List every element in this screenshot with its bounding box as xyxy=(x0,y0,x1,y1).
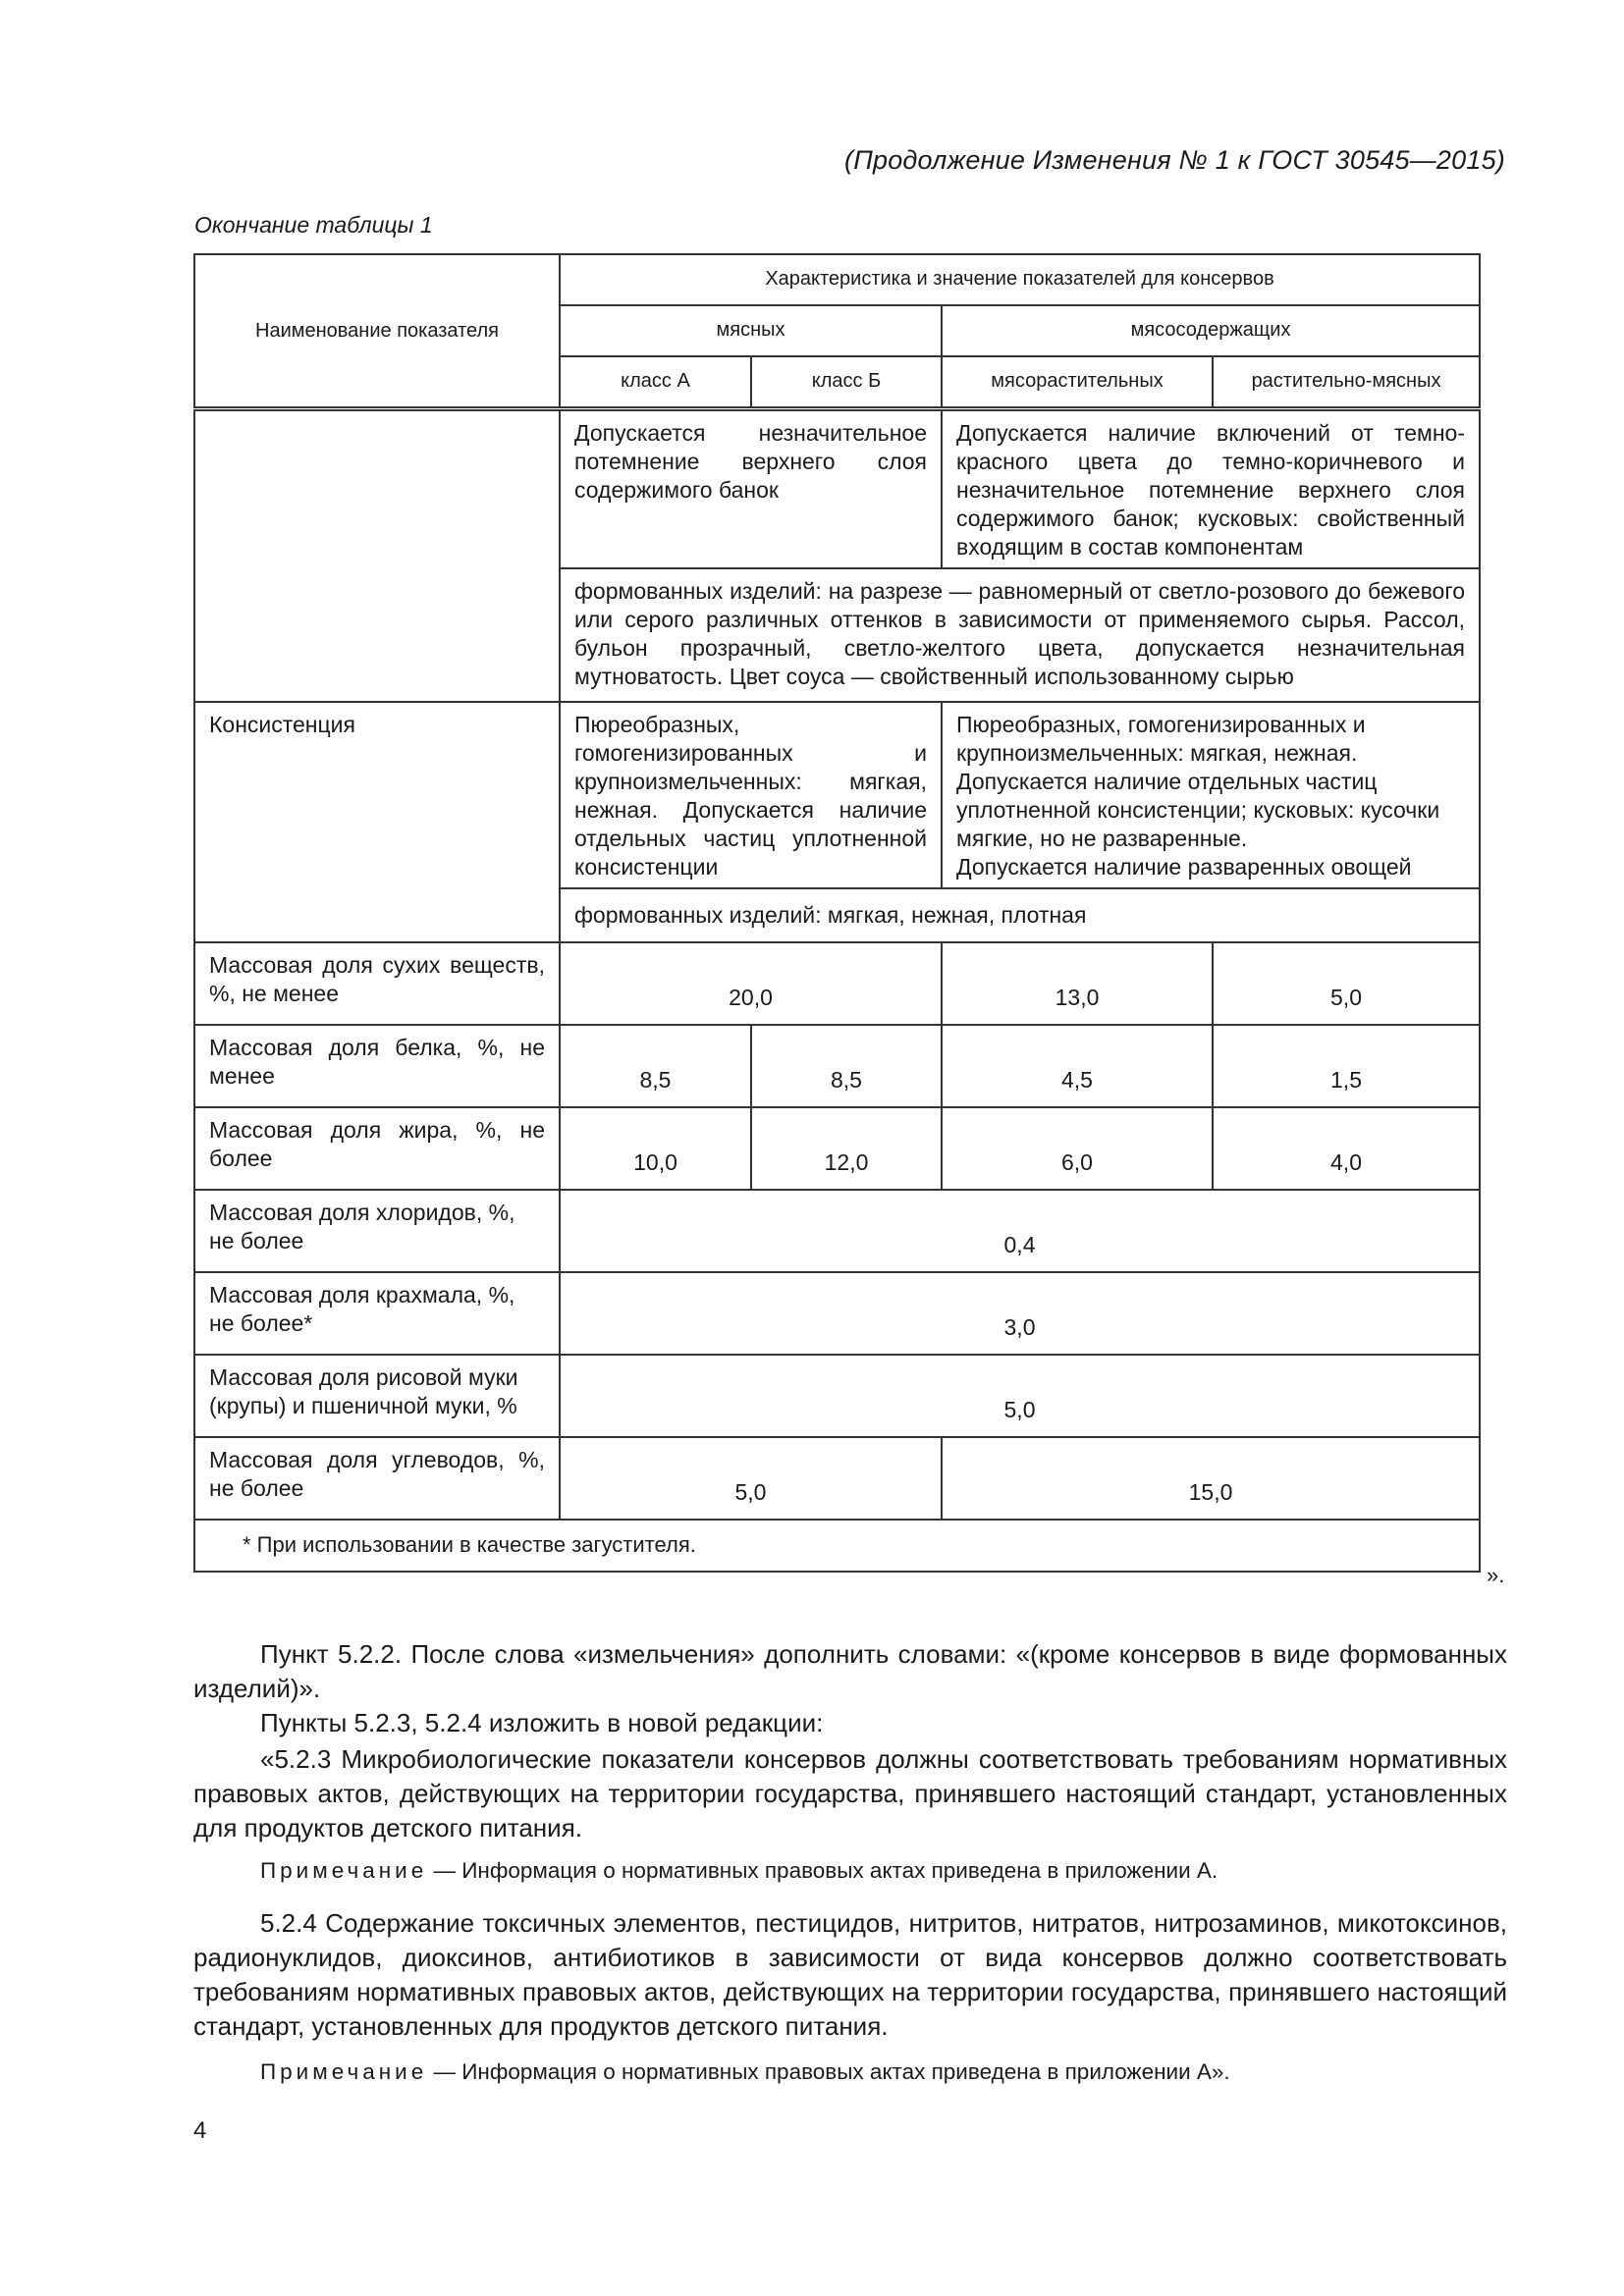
protein-veg-meat-cell: 1,5 xyxy=(1213,1025,1480,1107)
fat-meat-veg-cell: 6,0 xyxy=(942,1107,1213,1190)
header-group: Характеристика и значение показателей для консервов xyxy=(560,254,1480,305)
table-row xyxy=(194,1107,1480,1190)
color-formed-cell: формованных изделий: на разрезе — равномерный от светло-розового до бежевого или серого различных оттенков в зависимости от применяемого сырья. Рассол, бульон прозрачный, светло-желтого цвета, допускается незначительная мутноватость. Цвет соуса — свойственный использованному сырью xyxy=(560,568,1480,702)
header-class-a: класс А xyxy=(560,356,751,409)
dry-matter-veg-meat-cell: 5,0 xyxy=(1213,942,1480,1025)
protein-class-b-cell: 8,5 xyxy=(751,1025,942,1107)
closing-quote: ». xyxy=(1487,1563,1505,1587)
protein-class-a-cell: 8,5 xyxy=(560,1025,751,1107)
consistency-name-cell: Консистенция xyxy=(194,702,560,942)
note-2-text: — Информация о нормативных правовых актах приведена в приложении А». xyxy=(427,2059,1230,2084)
table-row xyxy=(194,702,1480,888)
consistency-meat-containing-text: Пюреобразных, гомогенизированных и крупноизмельченных: мягкая, нежная. Допускается наличие отдельных частиц уплотненной консистенции; кусковых: кусочки мягкие, но не разваренные. xyxy=(956,712,1440,851)
consistency-formed-cell: формованных изделий: мягкая, нежная, плотная xyxy=(560,888,1480,942)
carbs-meat-containing-cell: 15,0 xyxy=(942,1437,1480,1520)
table-row xyxy=(194,1190,1480,1272)
table-footnote: * При использовании в качестве загустителя. xyxy=(194,1520,1480,1572)
page-number: 4 xyxy=(193,2117,207,2144)
color-meat-cell: Допускается незначительное потемнение верхнего слоя содержимого банок xyxy=(560,409,942,569)
dry-matter-meat-veg-cell: 13,0 xyxy=(942,942,1213,1025)
header-indicator-name: Наименование показателя xyxy=(194,254,560,409)
table-row xyxy=(194,1355,1480,1437)
table-caption: Окончание таблицы 1 xyxy=(194,212,433,238)
note-1-text: — Информация о нормативных правовых актах приведена в приложении А. xyxy=(427,1858,1218,1883)
protein-meat-veg-cell: 4,5 xyxy=(942,1025,1213,1107)
header-class-b: класс Б xyxy=(751,356,942,409)
header-meat-containing: мясосодержащих xyxy=(942,305,1480,356)
note-1 xyxy=(260,1856,1218,1886)
consistency-meat-cell: Пюреобразных, гомогенизированных и крупноизмельченных: мягкая, нежная. Допускается наличие отдельных частиц уплотненной консистенции xyxy=(560,702,942,888)
chlorides-name-cell: Массовая доля хлоридов, %, не более xyxy=(194,1190,560,1272)
starch-value-cell: 3,0 xyxy=(560,1272,1480,1355)
indicators-table xyxy=(193,253,1481,1573)
table-row xyxy=(194,1272,1480,1355)
consistency-meat-containing-cell xyxy=(942,702,1480,888)
dry-matter-meat-cell: 20,0 xyxy=(560,942,942,1025)
table-cell-empty xyxy=(194,409,560,703)
header-veg-meat: растительно-мясных xyxy=(1213,356,1480,409)
paragraph-5-2-4: 5.2.4 Содержание токсичных элементов, пестицидов, нитритов, нитратов, нитрозаминов, микотоксинов, радионуклидов, диоксинов, антибиотиков в зависимости от вида консервов должно соответствовать требованиям нормативных правовых актов, действующих на территории государства, принявшего настоящий стандарт, установленных для продуктов детского питания. xyxy=(193,1908,1507,2041)
fat-class-a-cell: 10,0 xyxy=(560,1107,751,1190)
paragraph-5-2-2: Пункт 5.2.2. После слова «измельчения» дополнить словами: «(кроме консервов в виде формованных изделий)». xyxy=(193,1639,1507,1703)
flour-name-cell: Массовая доля рисовой муки (крупы) и пшеничной муки, % xyxy=(194,1355,560,1437)
table-row xyxy=(194,1025,1480,1107)
chlorides-value-cell: 0,4 xyxy=(560,1190,1480,1272)
table-header-row xyxy=(194,254,1480,305)
table-row xyxy=(194,409,1480,569)
dry-matter-name-cell: Массовая доля сухих веществ, %, не менее xyxy=(194,942,560,1025)
consistency-meat-containing-text2: Допускается наличие разваренных овощей xyxy=(956,854,1412,880)
starch-name-cell: Массовая доля крахмала, %, не более* xyxy=(194,1272,560,1355)
fat-class-b-cell: 12,0 xyxy=(751,1107,942,1190)
paragraph-5-2-3: «5.2.3 Микробиологические показатели консервов должны соответствовать требованиям нормативных правовых актов, действующих на территории государства, принявшего настоящий стандарт, установленных для продуктов детского питания. xyxy=(193,1744,1507,1842)
note-1-label: Примечание xyxy=(260,1858,428,1883)
table-footnote-row xyxy=(194,1520,1480,1572)
table-row xyxy=(194,1437,1480,1520)
carbs-name-cell: Массовая доля углеводов, %, не более xyxy=(194,1437,560,1520)
document-continuation-header: (Продолжение Изменения № 1 к ГОСТ 30545—2015) xyxy=(844,145,1505,175)
header-meat: мясных xyxy=(560,305,942,356)
note-2-label: Примечание xyxy=(260,2059,428,2084)
carbs-meat-cell: 5,0 xyxy=(560,1437,942,1520)
flour-value-cell: 5,0 xyxy=(560,1355,1480,1437)
header-meat-veg: мясорастительных xyxy=(942,356,1213,409)
color-meat-containing-cell: Допускается наличие включений от темно-красного цвета до темно-коричневого и незначительное потемнение верхнего слоя содержимого банок; кусковых: свойственный входящим в состав компонентам xyxy=(942,409,1480,569)
note-2 xyxy=(260,2057,1230,2087)
paragraph-items-intro: Пункты 5.2.3, 5.2.4 изложить в новой редакции: xyxy=(260,1708,824,1737)
fat-name-cell: Массовая доля жира, %, не более xyxy=(194,1107,560,1190)
table-row xyxy=(194,942,1480,1025)
fat-veg-meat-cell: 4,0 xyxy=(1213,1107,1480,1190)
protein-name-cell: Массовая доля белка, %, не менее xyxy=(194,1025,560,1107)
